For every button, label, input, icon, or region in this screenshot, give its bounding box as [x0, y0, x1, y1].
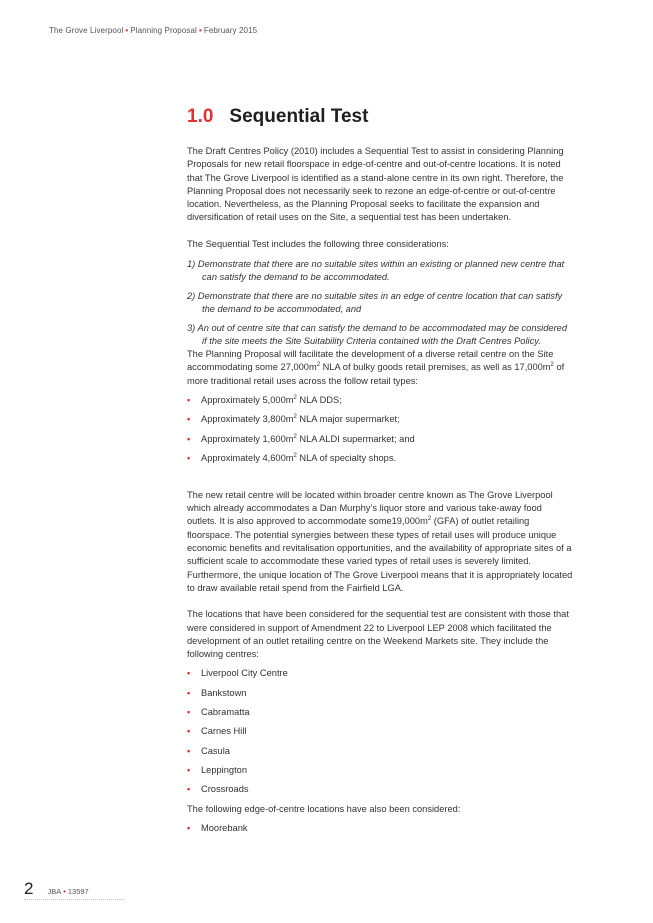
centre-text: The new retail centre will be located within broader centre known as The Grove Liverpool which already accommodates a Dan Murphy’s liquor store and various take-away food outlets. It is also approved to accommodate some19,000m [187, 489, 553, 527]
list-item-text: Casula [201, 745, 230, 756]
bullet-icon: • [187, 764, 191, 775]
page-footer [24, 879, 89, 899]
header-date: February 2015 [203, 26, 258, 35]
centres-list [187, 667, 574, 796]
consideration-item: 3) An out of centre site that can satisfy the demand to be accommodated may be considered if the site meets the Site Suitability Criteria contained with the Draft Centres Policy. [187, 323, 568, 347]
list-item [187, 687, 574, 700]
header-project: The Grove Liverpool [49, 26, 124, 35]
superscript: 2 [293, 414, 297, 421]
superscript: 2 [316, 362, 321, 369]
list-item-text: Moorebank [201, 822, 248, 833]
superscript: 2 [550, 362, 554, 369]
centre-paragraph [187, 489, 574, 595]
locations-paragraph: The locations that have been considered for the sequential test are consistent with those that were considered in support of Amendment 22 to Liverpool LEP 2008 which facilitated the development of an outlet retailing centre on the Weekend Markets site. They include the following centres: [187, 609, 569, 660]
header-doc: Planning Proposal [130, 26, 197, 35]
list-item-text: Leppington [201, 764, 248, 775]
considerations-intro: The Sequential Test includes the following three considerations: [187, 238, 449, 249]
main-content [187, 106, 574, 841]
list-item [187, 822, 574, 835]
list-item [187, 394, 574, 407]
edge-paragraph: The following edge-of-centre locations have also been considered: [187, 803, 461, 814]
bullet-icon: • [187, 668, 191, 679]
list-item-text: Cabramatta [201, 707, 250, 718]
considerations-list [187, 258, 574, 348]
header-bullet: • [198, 26, 202, 35]
list-item [187, 764, 574, 777]
edge-centres-list [187, 822, 574, 835]
footer-divider [24, 899, 124, 900]
list-item [187, 433, 574, 446]
footer-firm: JBA [47, 887, 62, 896]
consideration-item: 1) Demonstrate that there are no suitable sites within an existing or planned new centre that can satisfy the demand to be accommodated. [187, 259, 565, 283]
list-item-text: NLA ALDI supermarket; and [296, 433, 415, 444]
footer-job-number: 13597 [67, 887, 89, 896]
centre-text: (GFA) of outlet retailing floorspace. The potential synergies between these types of retail uses will produce unique economic benefits and revitalisation opportunities, and the availability of appropriate sites of a sufficient scale to accommodate these varied types of retail uses is severely limited. Furthermore, the unique location of The Grove Liverpool means that it is appropriately located to draw available retail spend from the Fairfield LGA. [187, 516, 573, 593]
list-item-text: NLA major supermarket; [296, 414, 400, 425]
bullet-icon: • [187, 784, 191, 795]
list-item-text: NLA DDS; [296, 394, 342, 405]
intro-paragraph: The Draft Centres Policy (2010) includes a Sequential Test to assist in considering Planning Proposals for new retail floorspace in edge-of-centre and out-of-centre locations. It is noted that The Grove Liverpool is identified as a stand-alone centre in its own right. Therefore, the Planning Proposal does not necessarily seek to rezone an edge-of-centre or out-of-centre location. Nevertheless, as the Planning Proposal seeks to facilitate the expansion and diversification of retail uses on the Site, a sequential test has been undertaken. [187, 146, 564, 223]
bullet-icon: • [187, 452, 191, 463]
list-item [187, 745, 574, 758]
bullet-icon: • [187, 745, 191, 756]
list-item-text: Approximately 4,600m [201, 452, 294, 463]
superscript: 2 [427, 516, 432, 523]
list-item-text: NLA of specialty shops. [296, 452, 397, 463]
list-item [187, 667, 574, 680]
list-item [187, 706, 574, 719]
list-item [187, 452, 574, 465]
bullet-icon: • [187, 707, 191, 718]
consideration-item: 2) Demonstrate that there are no suitable sites in an edge of centre location that can satisfy the demand to be accommodated, and [187, 291, 563, 315]
superscript: 2 [293, 433, 297, 440]
list-item-text: Liverpool City Centre [201, 668, 288, 679]
list-item-text: Approximately 1,600m [201, 433, 294, 444]
list-item-text: Crossroads [201, 784, 249, 795]
list-item [187, 413, 574, 426]
retail-types-list [187, 394, 574, 465]
footer-job [47, 887, 88, 899]
footer-bullet: • [63, 887, 66, 896]
page-number: 2 [24, 879, 34, 898]
list-item-text: Bankstown [201, 687, 247, 698]
section-title-text: Sequential Test [229, 106, 369, 127]
header-bullet: • [125, 26, 129, 35]
retail-text: NLA of bulky goods retail premises, as well as 17,000m [320, 362, 551, 373]
section-number: 1.0 [187, 106, 214, 127]
bullet-icon: • [187, 687, 191, 698]
bullet-icon: • [187, 726, 191, 737]
retail-paragraph [187, 348, 574, 388]
list-item [187, 725, 574, 738]
bullet-icon: • [187, 394, 191, 405]
bullet-icon: • [187, 414, 191, 425]
list-item [187, 783, 574, 796]
superscript: 2 [293, 452, 297, 459]
superscript: 2 [293, 394, 297, 401]
running-header [49, 26, 257, 35]
retail-text: The Planning Proposal will facilitate the development of a diverse retail centre on the Site accommodating some 27,000m [187, 349, 554, 373]
retail-text: of more traditional retail uses across the follow retail types: [187, 362, 565, 386]
list-item-text: Approximately 3,800m [201, 414, 294, 425]
bullet-icon: • [187, 433, 191, 444]
list-item-text: Carnes Hill [201, 726, 247, 737]
list-item-text: Approximately 5,000m [201, 394, 294, 405]
bullet-icon: • [187, 822, 191, 833]
section-title [187, 106, 574, 128]
